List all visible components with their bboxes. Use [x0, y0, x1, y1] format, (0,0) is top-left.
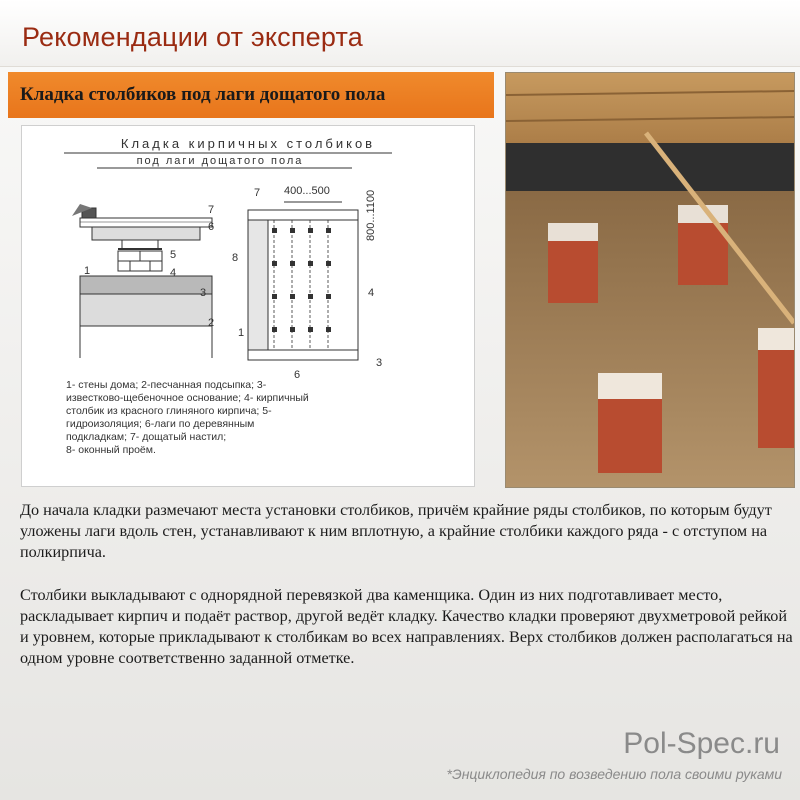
- legend-line: столбик из красного глиняного кирпича; 5-: [66, 405, 272, 417]
- drawing-subtitle: под лаги дощатого пола: [136, 155, 304, 167]
- site-brand: Pol-Spec.ru: [623, 727, 780, 760]
- article-body: [20, 500, 795, 691]
- paragraph: До начала кладки размечают места установки столбиков, причём крайние ряды столбиков, по которым будут уложены лаги вдоль стен, устанавливают к ним вплотную, а крайние столбики каждого ряда - с отступом на полкирпича.: [20, 501, 772, 561]
- brick-post: [548, 223, 598, 303]
- page-title: Рекомендации от эксперта: [22, 22, 363, 52]
- callout-3: 3: [200, 287, 207, 299]
- plan-callout-6: 7: [254, 187, 261, 199]
- callout-1: 1: [84, 265, 91, 277]
- drawing-svg: [22, 126, 474, 486]
- callout-2: 2: [208, 317, 215, 329]
- section-title: Кладка столбиков под лаги дощатого пола: [20, 84, 386, 105]
- site-tagline: *Энциклопедия по возведению пола своими руками: [446, 766, 782, 782]
- dimension-vertical: 800...1100: [365, 189, 377, 241]
- brick-post: [678, 205, 728, 285]
- callout-4: 4: [170, 267, 177, 279]
- legend-line: 1- стены дома; 2-песчанная подсыпка; 3-: [66, 379, 267, 391]
- drawing-legend: [66, 379, 309, 456]
- site-photo: [505, 72, 795, 488]
- plan-callout-7: 8: [232, 252, 239, 264]
- callout-6: 6: [208, 221, 215, 233]
- section-banner: [8, 72, 494, 118]
- legend-line: известково-щебеночное основание; 4- кирпичный: [66, 392, 309, 404]
- section-view: [72, 204, 214, 358]
- legend-line: гидроизоляция; 6-лаги по деревянным: [66, 418, 255, 430]
- plan-view: [232, 185, 382, 381]
- paragraph: Столбики выкладывают с однорядной перевязкой два каменщика. Один из них подготавливает место, раскладывает кирпич и подаёт раствор, другой ведёт кладку. Качество кладки проверяют двухметровой рейкой и уровнем, которые прикладывают к столбикам во всех направлениях. Верх столбиков должен располагаться на одном уровне соответственно заданной отметке.: [20, 586, 793, 667]
- legend-line: подкладкам; 7- дощатый настил;: [66, 431, 227, 443]
- plan-callout-4: 6: [294, 369, 301, 381]
- brick-post: [598, 373, 662, 473]
- drawing-title: Кладка кирпичных столбиков: [120, 136, 376, 151]
- photo-illustration: [506, 73, 794, 487]
- plan-callout-3: 3: [376, 357, 383, 369]
- construction-drawing: [21, 125, 475, 487]
- brick-post: [758, 328, 794, 448]
- dimension-horizontal: 400...500: [284, 185, 330, 197]
- header: [0, 0, 800, 67]
- plan-callout-8: 4: [368, 287, 375, 299]
- callout-7: 7: [208, 204, 215, 216]
- legend-line: 8- оконный проём.: [66, 444, 156, 456]
- plan-callout-1: 1: [238, 327, 245, 339]
- callout-5: 5: [170, 249, 177, 261]
